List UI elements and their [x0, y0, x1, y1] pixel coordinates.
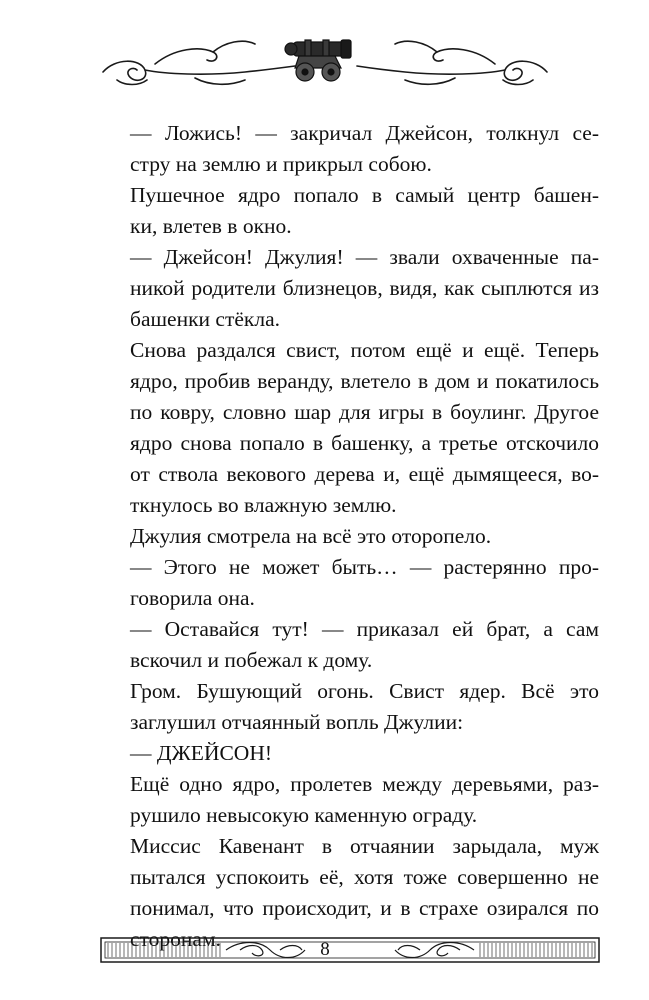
- text-line: ки, влетев в окно.: [130, 214, 292, 238]
- text-line: — Этого не может быть… — растерянно про-: [130, 555, 599, 579]
- paragraph: [102, 552, 599, 614]
- paragraph: [102, 738, 599, 769]
- text-line: Снова раздался свист, потом ещё и ещё. Теперь: [130, 338, 599, 362]
- text-line: рушило невысокую каменную ограду.: [130, 803, 478, 827]
- text-line: по ковру, словно шар для игры в боулинг. Другое: [130, 400, 599, 424]
- text-line: ядро снова попало в башенку, а третье отскочило: [130, 431, 599, 455]
- paragraph: [102, 614, 599, 676]
- text-line: никой родители близнецов, видя, как сыплются из: [130, 276, 599, 300]
- text-line: Ещё одно ядро, пролетев между деревьями, раз-: [130, 772, 599, 796]
- text-line: — Ложись! — закричал Джейсон, толкнул се-: [130, 121, 599, 145]
- paragraph: [102, 521, 599, 552]
- text-line: говорила она.: [130, 586, 255, 610]
- paragraph: [102, 769, 599, 831]
- paragraph: [102, 242, 599, 335]
- text-line: пытался успокоить её, хотя тоже совершенно не: [130, 865, 599, 889]
- text-line: стру на землю и прикрыл собою.: [130, 152, 432, 176]
- text-line: — ДЖЕЙСОН!: [130, 741, 273, 765]
- text-line: понимал, что происходит, и в страхе озирался по: [130, 896, 599, 920]
- text-line: ядро, пробив веранду, влетело в дом и покатилось: [130, 369, 599, 393]
- text-line: заглушил отчаянный вопль Джулии:: [130, 710, 464, 734]
- page-number: 8: [320, 939, 330, 960]
- body-text: [102, 118, 599, 955]
- cannon-ornament-icon: [95, 28, 555, 90]
- paragraph: [102, 118, 599, 180]
- text-line: Пушечное ядро попало в самый центр башен-: [130, 183, 599, 207]
- text-line: — Джейсон! Джулия! — звали охваченные па-: [130, 245, 599, 269]
- decorative-band-icon: [100, 935, 600, 965]
- text-line: сторонам.: [130, 927, 221, 951]
- text-line: Миссис Кавенант в отчаянии зарыдала, муж: [130, 834, 599, 858]
- text-line: — Оставайся тут! — приказал ей брат, а сам: [130, 617, 599, 641]
- text-line: ткнулось во влажную землю.: [130, 493, 397, 517]
- text-line: Гром. Бушующий огонь. Свист ядер. Всё это: [130, 679, 599, 703]
- text-line: вскочил и побежал к дому.: [130, 648, 373, 672]
- text-line: от ствола векового дерева и, ещё дымящееся, во-: [130, 462, 599, 486]
- paragraph: [102, 180, 599, 242]
- paragraph: [102, 335, 599, 521]
- text-line: Джулия смотрела на всё это оторопело.: [130, 524, 492, 548]
- paragraph: [102, 676, 599, 738]
- text-line: башенки стёкла.: [130, 307, 280, 331]
